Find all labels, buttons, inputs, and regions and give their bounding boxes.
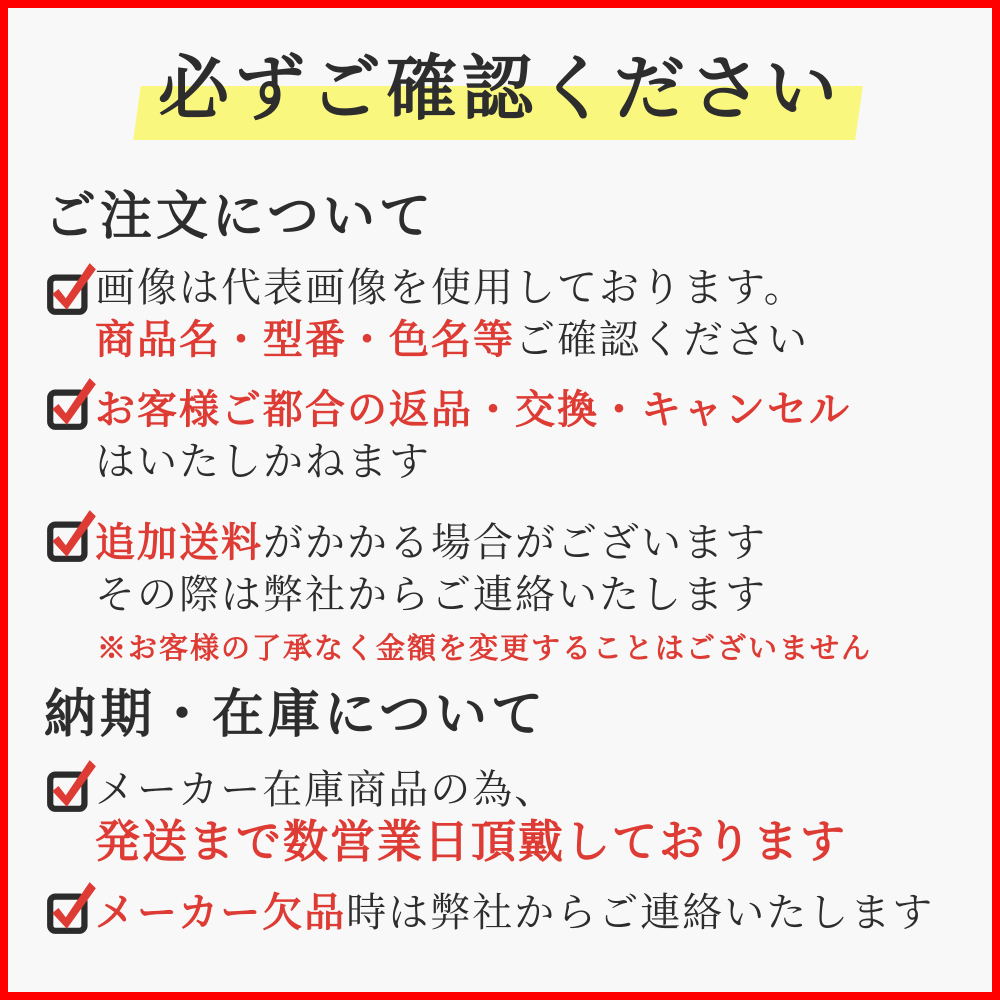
item-text-segment: メーカー在庫商品の為、 (95, 767, 557, 813)
item-text-segment-emphasis: 商品名・型番・色名等 (95, 316, 515, 363)
item-line (95, 436, 851, 488)
list-item (95, 262, 809, 366)
item-text-segment-emphasis: メーカー欠品 (95, 889, 347, 936)
item-line (95, 262, 809, 314)
checkbox-checked-icon (44, 261, 100, 317)
item-line (95, 816, 847, 868)
list-item (95, 517, 767, 621)
item-text-segment: 画像は代表画像を使用しております。 (95, 265, 806, 311)
item-text-segment: その際は弊社からご連絡いたします (95, 572, 767, 618)
item-text-segment-emphasis: 発送まで数営業日頂戴しております (95, 815, 848, 868)
item-text-segment-emphasis: 追加送料 (95, 519, 263, 566)
item-text-segment: はいたしかねます (95, 439, 431, 485)
price-change-note: ※お客様の了承なく金額を変更することはございません (97, 631, 873, 665)
page-title: 必ずご確認ください (157, 46, 842, 130)
item-line (95, 887, 934, 939)
item-line (95, 384, 851, 436)
checkbox-checked-icon (44, 508, 100, 564)
item-text-segment: がかかる場合がございます (263, 520, 767, 566)
item-text-segment-emphasis: お客様ご都合の返品・交換・キャンセル (95, 386, 851, 433)
item-text-segment: 時は弊社からご連絡いたします (346, 890, 935, 936)
section-heading-delivery-stock: 納期・在庫について (44, 684, 547, 745)
list-item (95, 384, 851, 488)
item-line (95, 569, 767, 621)
list-item (95, 887, 934, 939)
item-line (95, 764, 847, 816)
section-heading-orders: ご注文について (44, 186, 435, 247)
item-line (95, 517, 767, 569)
item-line (95, 314, 809, 366)
checkbox-checked-icon (44, 880, 100, 936)
item-text-segment: ご確認ください (515, 317, 809, 363)
list-item (95, 764, 847, 868)
checkbox-checked-icon (44, 376, 100, 432)
checkbox-checked-icon (44, 758, 100, 814)
